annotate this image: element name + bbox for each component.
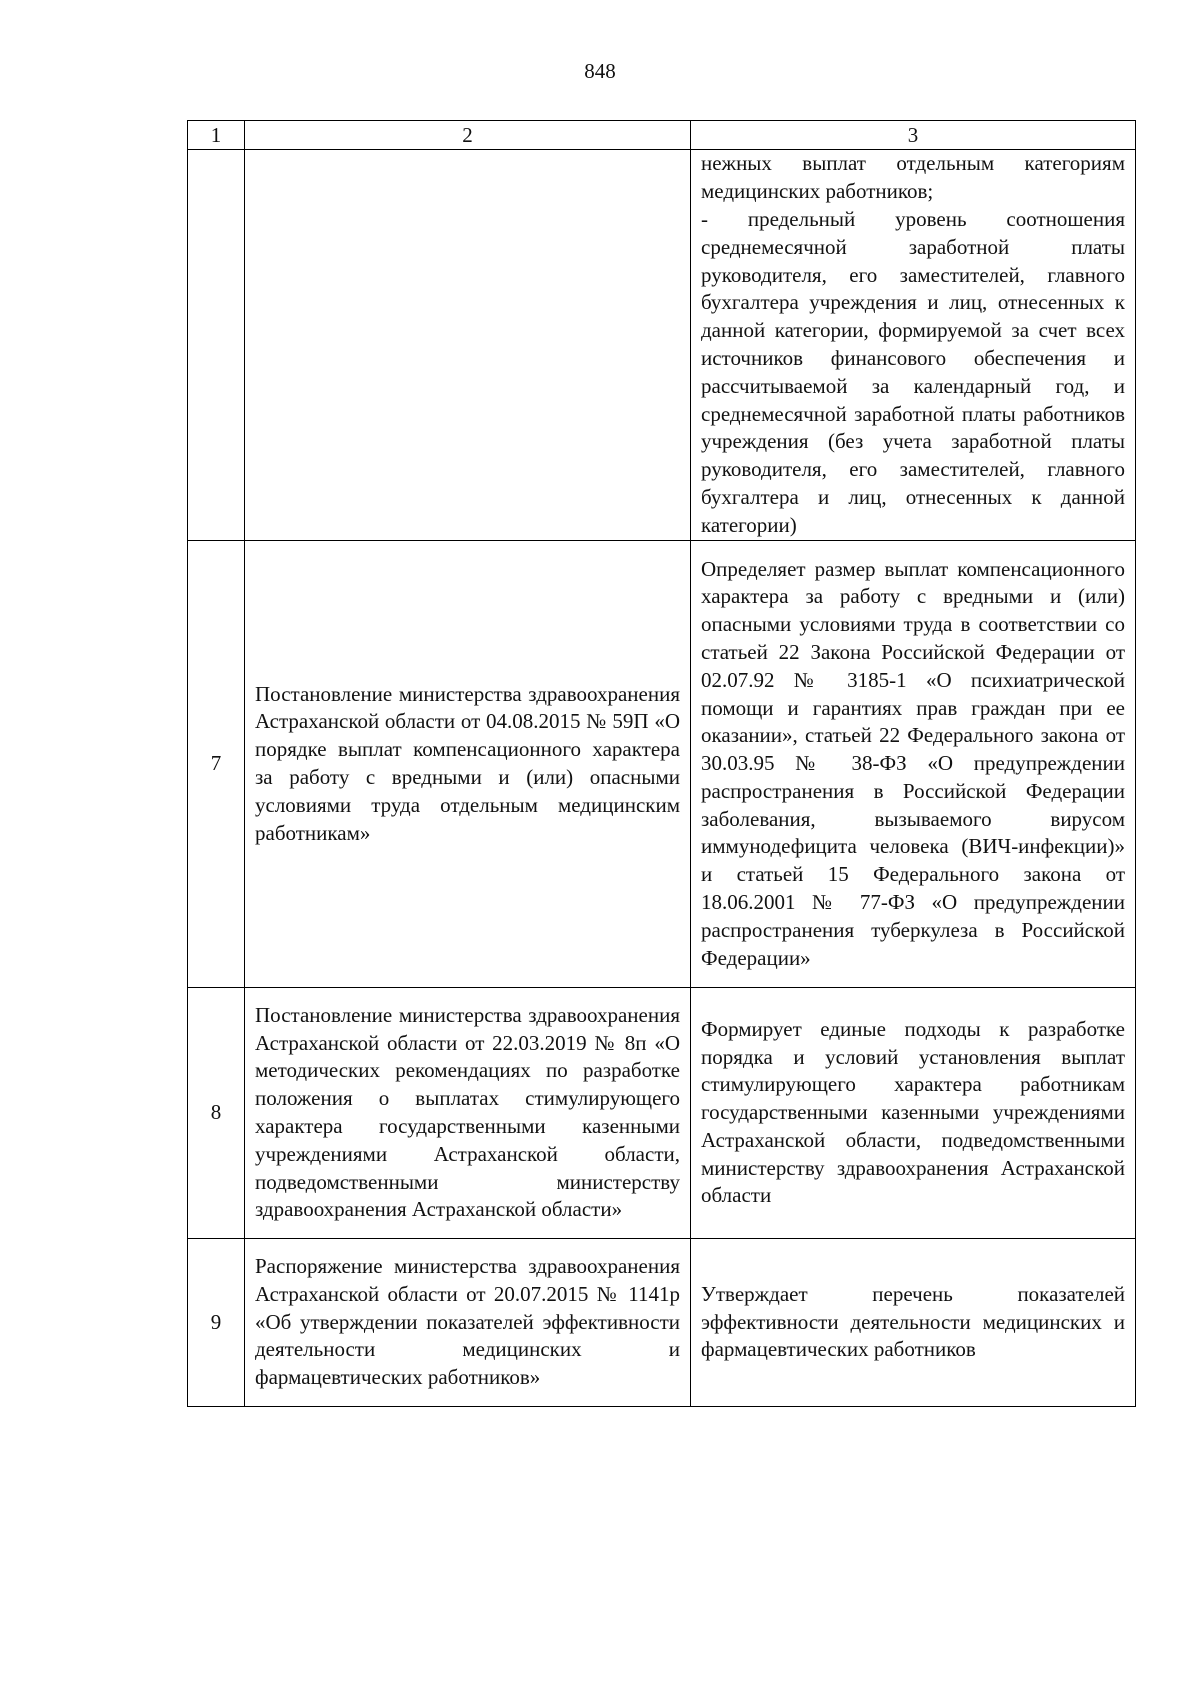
row-number: 7 xyxy=(188,541,245,988)
row-document xyxy=(245,1239,691,1407)
row-description xyxy=(691,988,1136,1239)
document-paragraph: Постановление министерства здравоохранения Астраханской области от 22.03.2019 № 8п «О методических рекомендациях по разработке положения о выплатах стимулирующего характера государственными казенными учреждениями Астраханской области, подведомственными министерству здравоохранения Астраханской области» xyxy=(255,1002,680,1222)
description-paragraph: - предельный уровень соотношения среднемесячной заработной платы руководителя, его заместителей, главного бухгалтера учреждения и лиц, отнесенных к данной категории, формируемой за счет всех источников финансового обеспечения и рассчитываемой за календарный год, и среднемесячной заработной платы работников учреждения (без учета заработной платы руководителя, его заместителей, главного бухгалтера и лиц, отнесенных к данной категории) xyxy=(701,207,1125,537)
description-paragraph: нежных выплат отдельным категориям медицинских работников; xyxy=(701,151,1125,204)
table-row xyxy=(188,541,1136,988)
row-number xyxy=(188,150,245,541)
row-number: 9 xyxy=(188,1239,245,1407)
row-description xyxy=(691,150,1136,541)
description-paragraph: Утверждает перечень показателей эффективности деятельности медицинских и фармацевтических работников xyxy=(701,1281,1125,1362)
row-description xyxy=(691,1239,1136,1407)
table-header-row xyxy=(188,121,1136,150)
table-row xyxy=(188,1239,1136,1407)
page-number: 848 xyxy=(584,59,616,83)
row-document xyxy=(245,150,691,541)
table-row xyxy=(188,988,1136,1239)
description-paragraph: Определяет размер выплат компенсационного характера за работу с вредными и (или) опасными условиями труда в соответствии со статьей 22 Закона Российской Федерации от 02.07.92 № 3185-1 «О психиатрической помощи и гарантиях прав граждан при ее оказании», статьей 22 Федерального закона от 30.03.95 № 38-ФЗ «О предупреждении распространения в Российской Федерации заболевания, вызываемого вирусом иммунодефицита человека (ВИЧ-инфекции)» и статьей 15 Федерального закона от 18.06.2001 № 77-ФЗ «О предупреждении распространения туберкулеза в Российской Федерации» xyxy=(701,556,1125,970)
document-paragraph: Распоряжение министерства здравоохранения Астраханской области от 20.07.2015 № 1141р «Об утверждении показателей эффективности деятельности медицинских и фармацевтических работников» xyxy=(255,1254,680,1390)
column-header-description: 3 xyxy=(691,121,1136,150)
row-number: 8 xyxy=(188,988,245,1239)
row-document xyxy=(245,988,691,1239)
row-document xyxy=(245,541,691,988)
document-table xyxy=(187,120,1136,1407)
document-paragraph: Постановление министерства здравоохранения Астраханской области от 04.08.2015 № 59П «О порядке выплат компенсационного характера за работу с вредными и (или) опасными условиями труда отдельным медицинским работникам» xyxy=(255,681,680,845)
row-description xyxy=(691,541,1136,988)
description-paragraph: Формирует единые подходы к разработке порядка и условий установления выплат стимулирующего характера работникам государственными казенными учреждениями Астраханской области, подведомственными министерству здравоохранения Астраханской области xyxy=(701,1016,1125,1208)
column-header-number: 1 xyxy=(188,121,245,150)
table-row xyxy=(188,150,1136,541)
column-header-document: 2 xyxy=(245,121,691,150)
